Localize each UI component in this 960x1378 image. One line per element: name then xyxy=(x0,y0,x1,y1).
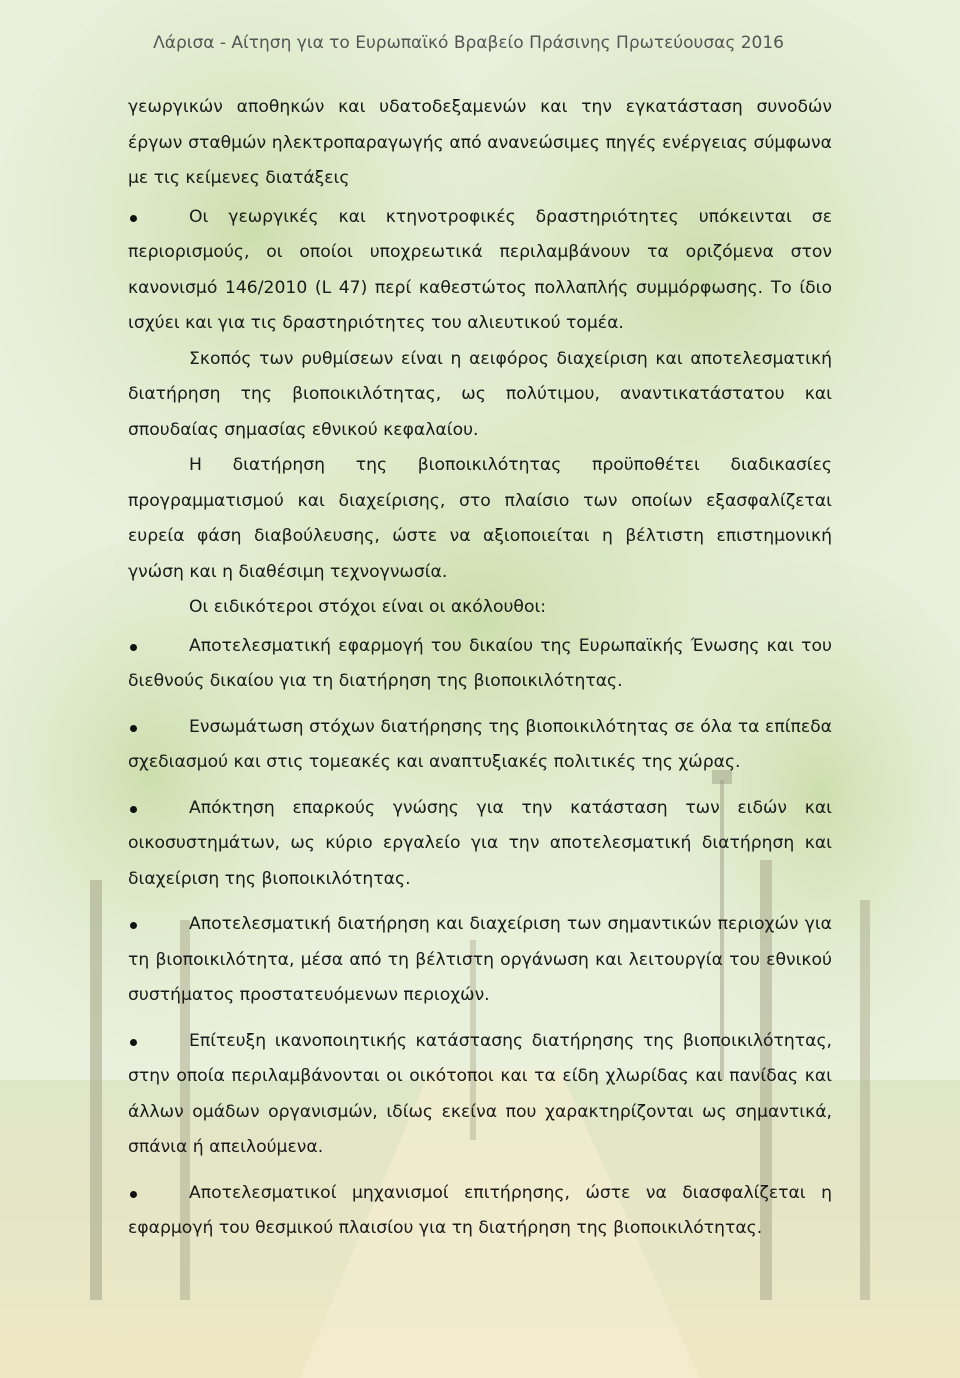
objective-text: Αποτελεσματική διατήρηση και διαχείριση των σημαντικών περιοχών για τη βιοποικιλότητα, μέσα από τη βέλτιστη οργάνωση και λειτουργία του εθνικού συστήματος προστατευόμενων περιοχών. xyxy=(128,914,832,1005)
purpose-paragraph: Σκοπός των ρυθμίσεων είναι η αειφόρος διαχείριση και αποτελεσματική διατήρηση της βιοποικιλότητας, ως πολύτιμου, αναντικατάστατου και σπουδαίας σημασίας εθνικού κεφαλαίου. xyxy=(128,348,832,440)
objective-item xyxy=(128,907,832,1014)
objective-text: Απόκτηση επαρκούς γνώσης για την κατάσταση των ειδών και οικοσυστημάτων, ως κύριο εργαλείο για την αποτελεσματική διατήρηση και διαχείριση της βιοποικιλότητας. xyxy=(128,797,832,889)
running-header: Λάρισα - Αίτηση για το Ευρωπαϊκό Βραβείο Πράσινης Πρωτεύουσας 2016 xyxy=(153,33,784,53)
bullet-icon xyxy=(130,1191,137,1198)
bullet-icon xyxy=(130,1039,137,1046)
bullet-item-livestock xyxy=(128,200,832,342)
objective-text: Ενσωμάτωση στόχων διατήρησης της βιοποικιλότητας σε όλα τα επίπεδα σχεδιασμού και στις τομεακές και αναπτυξιακές πολιτικές της χώρας. xyxy=(128,716,832,772)
objective-item xyxy=(128,710,832,781)
intro-continuation-paragraph: γεωργικών αποθηκών και υδατοδεξαμενών και την εγκατάσταση συνοδών έργων σταθμών ηλεκτροπαραγωγής από ανανεώσιμες πηγές ενέργειας σύμφωνα με τις κείμενες διατάξεις xyxy=(128,97,832,188)
bullet-icon xyxy=(130,725,137,732)
bullet-icon xyxy=(130,644,137,651)
objective-item xyxy=(128,1024,832,1166)
objective-text: Αποτελεσματική εφαρμογή του δικαίου της Ευρωπαϊκής Ένωσης και του διεθνούς δικαίου για τη διατήρηση της βιοποικιλότητας. xyxy=(128,635,832,691)
bullet-icon xyxy=(130,806,137,813)
objective-item xyxy=(128,791,832,898)
objective-text: Επίτευξη ικανοποιητικής κατάστασης διατήρησης της βιοποικιλότητας, στην οποία περιλαμβάνονται οι οικότοποι και τα είδη χλωρίδας και πανίδας και άλλων ομάδων οργανισμών, ιδίως εκείνα που χαρακτηρίζονται ως σημαντικά, σπάνια ή απειλούμενα. xyxy=(128,1030,832,1157)
objective-item xyxy=(128,1176,832,1247)
objective-item xyxy=(128,629,832,700)
objectives-intro-paragraph: Οι ειδικότεροι στόχοι είναι οι ακόλουθοι: xyxy=(189,597,547,617)
bullet-icon xyxy=(130,922,137,929)
bullet-icon xyxy=(130,215,137,222)
bullet-text: Οι γεωργικές και κτηνοτροφικές δραστηριότητες υπόκεινται σε περιορισμούς, οι οποίοι υποχρεωτικά περιλαμβάνουν τα οριζόμενα στον κανονισμό 146/2010 (L 47) περί καθεστώτος πολλαπλής συμμόρφωσης. Το ίδιο ισχύει και για τις δραστηριότητες του αλιευτικού τομέα. xyxy=(128,206,832,333)
document-body xyxy=(128,90,832,1247)
objective-text: Αποτελεσματικοί μηχανισμοί επιτήρησης, ώστε να διασφαλίζεται η εφαρμογή του θεσμικού πλαισίου για τη διατήρηση της βιοποικιλότητας. xyxy=(128,1182,832,1238)
conservation-paragraph: Η διατήρηση της βιοποικιλότητας προϋποθέτει διαδικασίες προγραμματισμού και διαχείρισης, στο πλαίσιο των οποίων εξασφαλίζεται ευρεία φάση διαβούλευσης, ώστε να αξιοποιείται η βέλτιστη επιστημονική γνώση και η διαθέσιμη τεχνογνωσία. xyxy=(128,455,832,582)
